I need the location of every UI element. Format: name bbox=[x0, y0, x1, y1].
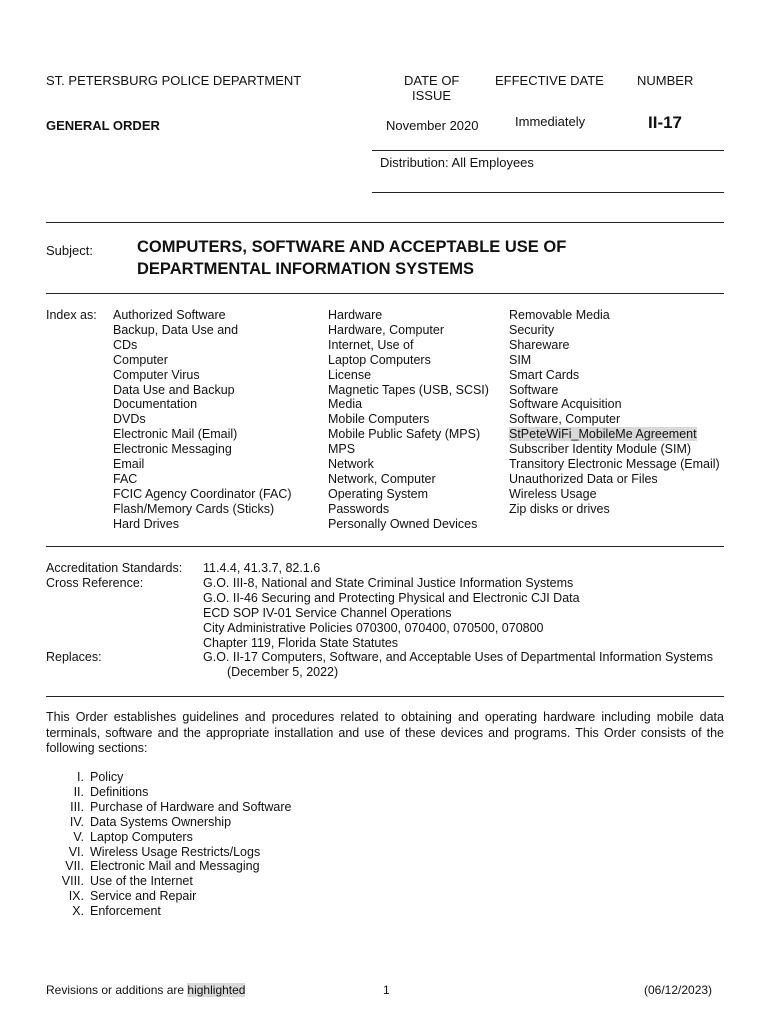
index-term: Hardware bbox=[328, 308, 383, 322]
list-item bbox=[52, 904, 292, 919]
index-term: Electronic Messaging bbox=[113, 442, 232, 457]
index-term: Operating System bbox=[328, 486, 429, 501]
section-number: IX. bbox=[68, 889, 84, 904]
index-term: Data Use and Backup bbox=[113, 382, 235, 397]
footer-highlight-sample: highlighted bbox=[187, 983, 246, 997]
section-title: Definitions bbox=[90, 784, 149, 799]
subject-title-line2: DEPARTMENTAL INFORMATION SYSTEMS bbox=[137, 260, 475, 278]
header-rule bbox=[372, 150, 724, 151]
list-item bbox=[52, 785, 292, 800]
index-term: Hard Drives bbox=[113, 516, 179, 531]
section-number: VIII. bbox=[61, 874, 84, 889]
accreditation-label: Accreditation Standards: bbox=[46, 561, 183, 575]
subject-bottom-rule bbox=[46, 293, 724, 294]
cross-reference-item: Chapter 119, Florida State Statutes bbox=[203, 635, 399, 650]
index-term: Email bbox=[113, 457, 145, 472]
index-term: Transitory Electronic Message (Email) bbox=[509, 457, 720, 472]
section-number: V. bbox=[73, 829, 84, 844]
section-title: Use of the Internet bbox=[90, 874, 193, 889]
subject-top-rule bbox=[46, 222, 724, 223]
footer-note-text: Revisions or additions are bbox=[46, 983, 185, 997]
index-term: CDs bbox=[113, 337, 138, 352]
index-term: Removable Media bbox=[509, 308, 610, 322]
section-number: III. bbox=[70, 799, 84, 814]
index-term: FCIC Agency Coordinator (FAC) bbox=[113, 486, 292, 501]
replaces-value-line2: (December 5, 2022) bbox=[227, 665, 339, 680]
sections-list bbox=[52, 770, 292, 919]
index-term: Hardware, Computer bbox=[328, 322, 445, 337]
section-number: VI. bbox=[68, 844, 84, 859]
list-item bbox=[52, 845, 292, 860]
section-title: Laptop Computers bbox=[90, 829, 193, 844]
effective-date-value: Immediately bbox=[515, 114, 586, 129]
section-number: VII. bbox=[65, 859, 84, 874]
index-term: License bbox=[328, 367, 372, 382]
section-number: I. bbox=[77, 770, 84, 784]
list-item bbox=[52, 770, 292, 785]
footer-note bbox=[46, 983, 245, 997]
index-term: Computer bbox=[113, 352, 168, 367]
cross-reference-label: Cross Reference: bbox=[46, 575, 144, 590]
cross-reference-item: G.O. III-8, National and State Criminal Justice Information Systems bbox=[203, 575, 574, 590]
index-term: Electronic Mail (Email) bbox=[113, 427, 238, 442]
index-term: Software, Computer bbox=[509, 412, 621, 427]
list-item bbox=[52, 800, 292, 815]
index-term: Software bbox=[509, 382, 559, 397]
index-column-1 bbox=[113, 308, 292, 532]
index-term: Network bbox=[328, 457, 374, 472]
order-number: II-17 bbox=[648, 113, 683, 132]
cross-reference-item: ECD SOP IV-01 Service Channel Operations bbox=[203, 605, 452, 620]
index-term: Mobile Computers bbox=[328, 412, 430, 427]
section-title: Purchase of Hardware and Software bbox=[90, 799, 292, 814]
section-title: Policy bbox=[90, 770, 124, 784]
index-term: Security bbox=[509, 322, 555, 337]
index-term-highlighted bbox=[509, 427, 720, 442]
cross-reference-item: City Administrative Policies 070300, 070400, 070500, 070800 bbox=[203, 620, 544, 635]
reference-labels bbox=[46, 561, 182, 591]
order-type: GENERAL ORDER bbox=[46, 118, 160, 133]
index-bottom-rule bbox=[46, 546, 724, 547]
list-item bbox=[52, 830, 292, 845]
index-term: Unauthorized Data or Files bbox=[509, 471, 658, 486]
index-term: Shareware bbox=[509, 337, 570, 352]
subject-label: Subject: bbox=[46, 243, 93, 258]
index-term: Mobile Public Safety (MPS) bbox=[328, 427, 481, 442]
index-term: Documentation bbox=[113, 397, 198, 412]
section-title: Electronic Mail and Messaging bbox=[90, 859, 260, 874]
date-of-issue-label-line2: ISSUE bbox=[412, 88, 452, 103]
index-term: Wireless Usage bbox=[509, 486, 597, 501]
index-term: Passwords bbox=[328, 501, 390, 516]
section-title: Wireless Usage Restricts/Logs bbox=[90, 844, 261, 859]
section-title: Enforcement bbox=[90, 904, 161, 919]
subject-title-line1: COMPUTERS, SOFTWARE AND ACCEPTABLE USE OF bbox=[137, 238, 567, 256]
index-term: Backup, Data Use and bbox=[113, 322, 239, 337]
number-label: NUMBER bbox=[637, 73, 694, 88]
section-number: II. bbox=[73, 784, 84, 799]
index-term: Computer Virus bbox=[113, 367, 200, 382]
section-title: Service and Repair bbox=[90, 889, 197, 904]
index-term: Magnetic Tapes (USB, SCSI) bbox=[328, 382, 489, 397]
list-item bbox=[52, 815, 292, 830]
index-term: Laptop Computers bbox=[328, 352, 431, 367]
index-term: Software Acquisition bbox=[509, 397, 622, 412]
index-column-2 bbox=[328, 308, 489, 532]
references-bottom-rule bbox=[46, 696, 724, 697]
cross-reference-item: G.O. II-46 Securing and Protecting Physical and Electronic CJI Data bbox=[203, 590, 580, 605]
section-number: X. bbox=[72, 904, 84, 919]
index-term: DVDs bbox=[113, 412, 146, 427]
highlight-mark: StPeteWiFi_MobileMe Agreement bbox=[509, 427, 697, 442]
list-item bbox=[52, 859, 292, 874]
reference-values bbox=[203, 561, 713, 680]
index-column-3 bbox=[509, 308, 720, 517]
index-term: Network, Computer bbox=[328, 471, 436, 486]
revision-date: (06/12/2023) bbox=[644, 983, 713, 997]
index-term: FAC bbox=[113, 471, 138, 486]
distribution-rule bbox=[372, 192, 724, 193]
accreditation-value: 11.4.4, 41.3.7, 82.1.6 bbox=[203, 561, 321, 575]
index-term: SIM bbox=[509, 352, 532, 367]
index-term: Subscriber Identity Module (SIM) bbox=[509, 442, 692, 457]
index-term: Authorized Software bbox=[113, 308, 226, 322]
distribution: Distribution: All Employees bbox=[380, 155, 534, 170]
index-term: Internet, Use of bbox=[328, 337, 414, 352]
replaces-label: Replaces: bbox=[46, 650, 102, 664]
effective-date-label: EFFECTIVE DATE bbox=[495, 73, 604, 88]
index-term: MPS bbox=[328, 442, 356, 457]
date-of-issue-label-line1: DATE OF bbox=[404, 73, 460, 88]
index-label: Index as: bbox=[46, 308, 97, 322]
index-term: Media bbox=[328, 397, 363, 412]
intro-paragraph: This Order establishes guidelines and procedures related to obtaining and operating hardware including mobile data terminals, software and the appropriate installation and use of these devices and programs. This Order consists of the following sections: bbox=[46, 710, 724, 755]
replaces-value-line1: G.O. II-17 Computers, Software, and Acceptable Uses of Departmental Information Systems bbox=[203, 650, 713, 665]
list-item bbox=[52, 889, 292, 904]
index-term: Personally Owned Devices bbox=[328, 516, 478, 531]
index-term: Smart Cards bbox=[509, 367, 580, 382]
index-term: Zip disks or drives bbox=[509, 501, 610, 516]
date-of-issue-value: November 2020 bbox=[386, 118, 479, 133]
section-number: IV. bbox=[69, 814, 84, 829]
list-item bbox=[52, 874, 292, 889]
department-name: ST. PETERSBURG POLICE DEPARTMENT bbox=[46, 73, 302, 88]
section-title: Data Systems Ownership bbox=[90, 814, 232, 829]
page-number: 1 bbox=[383, 983, 390, 997]
index-term: Flash/Memory Cards (Sticks) bbox=[113, 501, 275, 516]
